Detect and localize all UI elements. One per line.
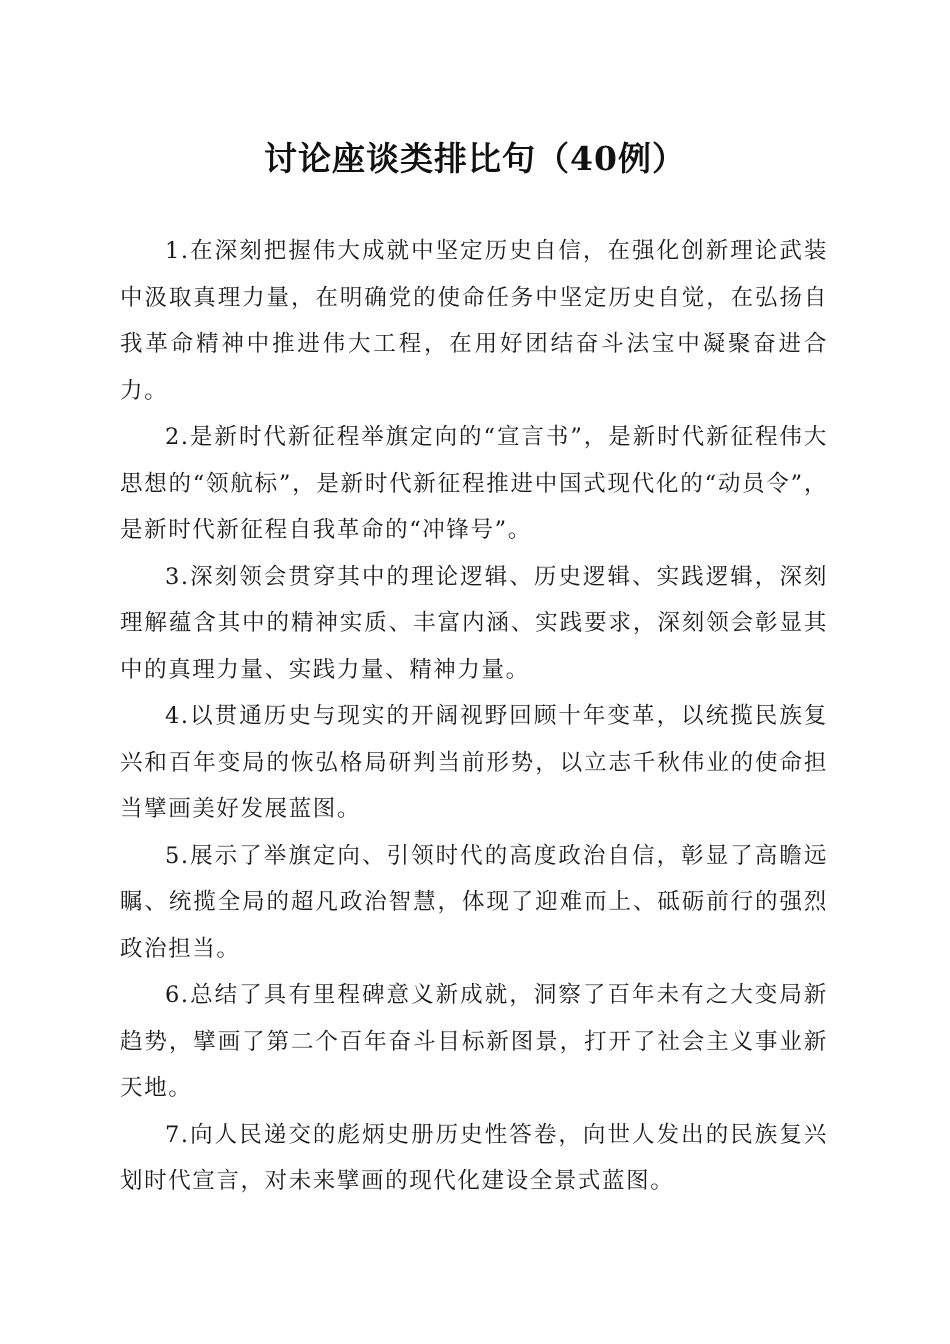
paragraph-number: 3. <box>165 563 190 590</box>
paragraph-text: 在深刻把握伟大成就中坚定历史自信，在强化创新理论武装中汲取真理力量，在明确党的使命任务中坚定历史自觉，在弘扬自我革命精神中推进伟大工程，在用好团结奋斗法宝中凝聚奋进合力。 <box>120 238 828 404</box>
paragraph-4 <box>120 693 828 833</box>
paragraph-text: 以贯通历史与现实的开阔视野回顾十年变革，以统揽民族复兴和百年变局的恢弘格局研判当前形势，以立志千秋伟业的使命担当擘画美好发展蓝图。 <box>120 703 828 822</box>
paragraph-number: 6. <box>165 982 190 1008</box>
paragraph-number: 1. <box>165 238 190 264</box>
paragraph-1 <box>120 228 828 414</box>
paragraph-6 <box>120 972 828 1112</box>
paragraph-3 <box>120 554 828 694</box>
document-body <box>120 228 828 1205</box>
paragraph-text: 展示了举旗定向、引领时代的高度政治自信，彰显了高瞻远瞩、统揽全局的超凡政治智慧，体现了迎难而上、砥砺前行的强烈政治担当。 <box>120 842 828 962</box>
paragraph-number: 7. <box>165 1121 190 1148</box>
paragraph-text: 深刻领会贯穿其中的理论逻辑、历史逻辑、实践逻辑，深刻理解蕴含其中的精神实质、丰富内涵、实践要求，深刻领会彰显其中的真理力量、实践力量、精神力量。 <box>120 563 828 683</box>
paragraph-2 <box>120 414 828 554</box>
paragraph-number: 4. <box>165 703 190 729</box>
paragraph-number: 2. <box>165 424 190 450</box>
document-title: 讨论座谈类排比句（40例） <box>264 139 686 178</box>
paragraph-text: 向人民递交的彪炳史册历史性答卷，向世人发出的民族复兴划时代宣言，对未来擘画的现代化建设全景式蓝图。 <box>120 1121 828 1194</box>
paragraph-5 <box>120 833 828 973</box>
paragraph-text: 是新时代新征程举旗定向的“宣言书”，是新时代新征程伟大思想的“领航标”，是新时代新征程推进中国式现代化的“动员令”，是新时代新征程自我革命的“冲锋号”。 <box>120 424 828 543</box>
paragraph-7 <box>120 1112 828 1205</box>
paragraph-number: 5. <box>165 842 190 869</box>
paragraph-text: 总结了具有里程碑意义新成就，洞察了百年未有之大变局新趋势，擘画了第二个百年奋斗目标新图景，打开了社会主义事业新天地。 <box>120 982 828 1101</box>
